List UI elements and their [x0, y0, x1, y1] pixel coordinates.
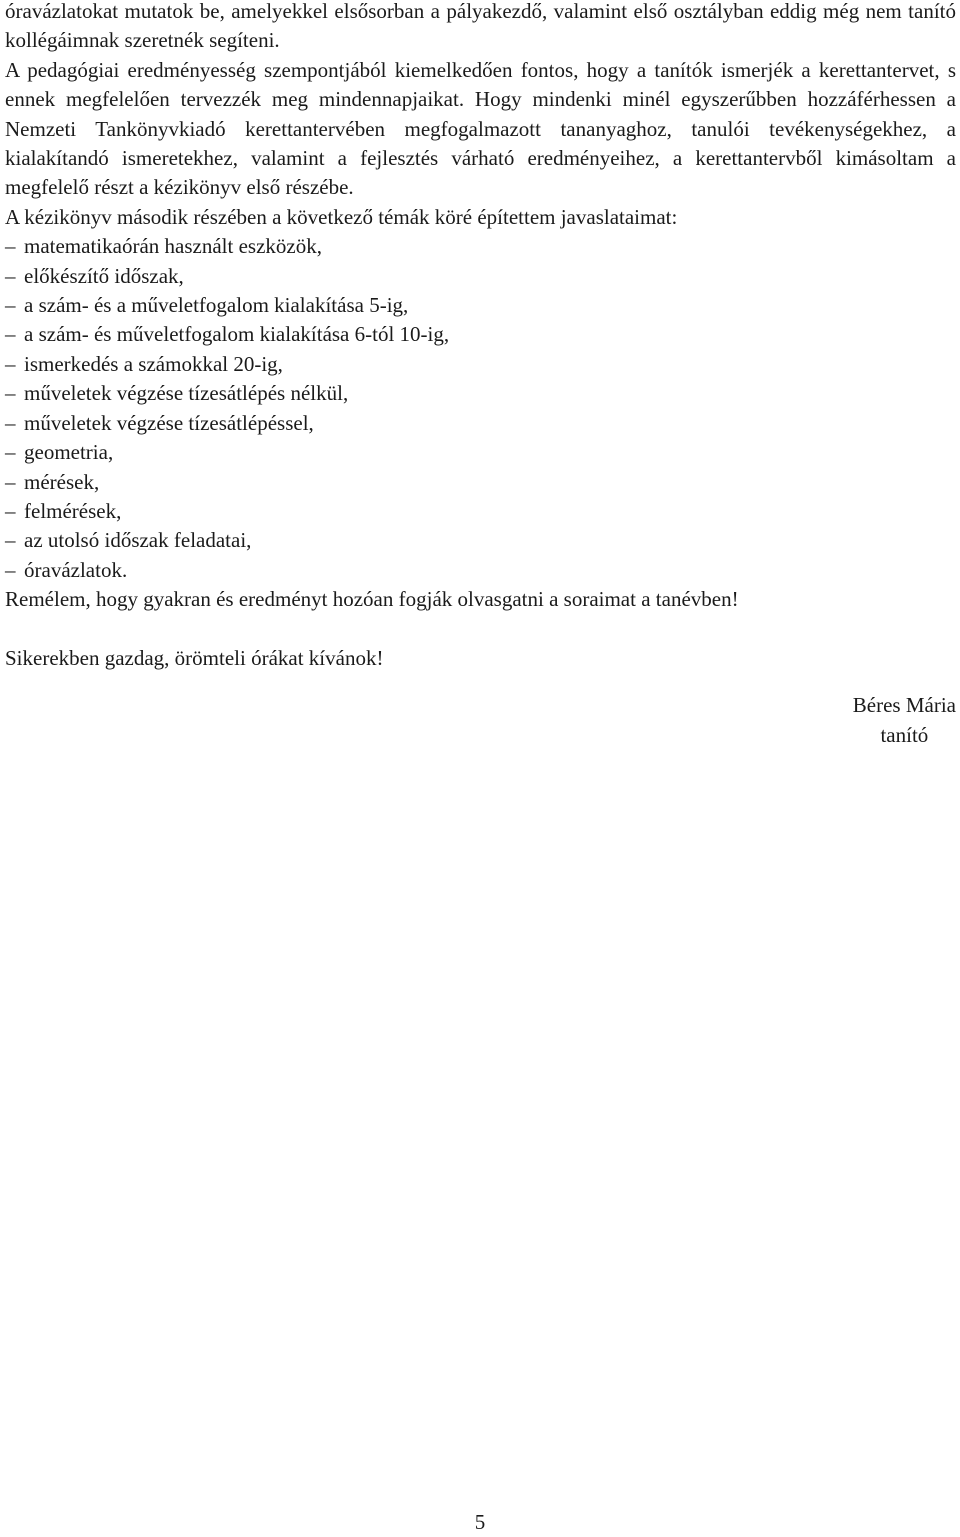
dash-bullet: – [5, 469, 16, 494]
list-item-text: az utolsó időszak feladatai, [24, 528, 252, 553]
list-item [5, 262, 956, 291]
list-item [5, 320, 956, 349]
list-item [5, 497, 956, 526]
dash-bullet: – [5, 440, 16, 465]
author-role: tanító [880, 723, 929, 747]
dash-bullet: – [5, 528, 16, 553]
list-item [5, 379, 956, 408]
dash-bullet: – [5, 293, 16, 318]
signature-block [853, 690, 956, 750]
list-item-text: előkészítő időszak, [24, 263, 184, 288]
author-name: Béres Mária [852, 693, 956, 717]
list-item-text: matematikaórán használt eszközök, [24, 234, 322, 259]
dash-bullet: – [5, 263, 16, 288]
list-item-text: ismerkedés a számokkal 20-ig, [24, 351, 283, 376]
dash-bullet: – [5, 410, 16, 435]
dash-bullet: – [5, 322, 16, 347]
list-item [5, 526, 956, 555]
list-item [5, 291, 956, 320]
blank-line [5, 615, 956, 644]
list-item-text: óravázlatok. [24, 557, 128, 582]
list-item-text: a szám- és a műveletfogalom kialakítása 5-ig, [24, 293, 409, 318]
list-item-text: mérések, [24, 469, 100, 494]
list-item [5, 350, 956, 379]
list-item [5, 556, 956, 585]
list-item [5, 409, 956, 438]
greeting: Sikerekben gazdag, örömteli órákat kívánok! [5, 645, 384, 670]
page-number: 5 [474, 1510, 486, 1534]
intro-paragraph-2: A pedagógiai eredményesség szempontjából kiemelkedően fontos, hogy a tanítók ismerjék a kerettantervet, s ennek megfelelően tervezzék meg mindennapjaikat. Hogy mindenki minél egyszerűbben hozzáférhessen a Nemzeti Tankönyvkiadó kerettantervében megfogalmazott tananyaghoz, tanulói tevékenységekhez, a kialakítandó ismeretekhez, valamint a fejlesztés várható eredményeihez, a kerettantervből kimásoltam a megfelelő részt a kézikönyv első részébe. [5, 57, 956, 200]
list-item [5, 438, 956, 467]
intro-paragraph-1: óravázlatokat mutatok be, amelyekkel elsősorban a pályakezdő, valamint első osztályban eddig még nem tanító kollégáimnak szeretnék segíteni. [5, 0, 956, 53]
dash-bullet: – [5, 557, 16, 582]
list-item-text: felmérések, [24, 498, 122, 523]
dash-bullet: – [5, 381, 16, 406]
list-item-text: műveletek végzése tízesátlépéssel, [24, 410, 314, 435]
list-item-text: műveletek végzése tízesátlépés nélkül, [24, 381, 349, 406]
document-page [5, 0, 956, 673]
dash-bullet: – [5, 498, 16, 523]
list-item-text: geometria, [24, 440, 114, 465]
list-item [5, 232, 956, 261]
closing-wish: Remélem, hogy gyakran és eredményt hozóan fogják olvasgatni a soraimat a tanévben! [5, 587, 739, 612]
dash-bullet: – [5, 351, 16, 376]
list-item-text: a szám- és műveletfogalom kialakítása 6-tól 10-ig, [24, 322, 450, 347]
list-item [5, 468, 956, 497]
topics-intro: A kézikönyv második részében a következő témák köré építettem javaslataimat: [5, 204, 678, 229]
dash-bullet: – [5, 234, 16, 259]
topics-list [5, 232, 956, 585]
